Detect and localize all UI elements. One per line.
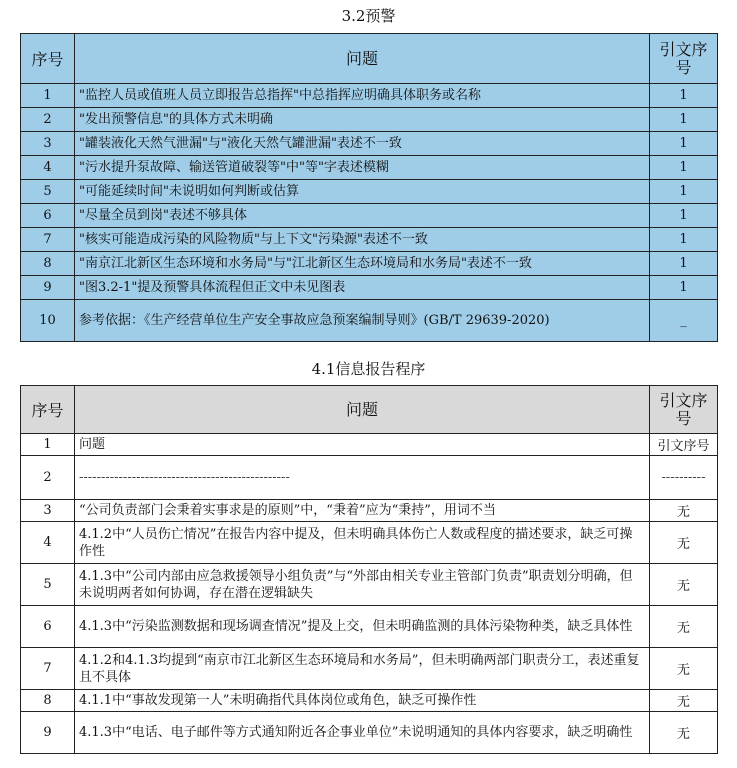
- row-no: 8: [21, 690, 75, 712]
- row-question: "南京江北新区生态环境和水务局"与"江北新区生态环境局和水务局"表述不一致: [75, 252, 650, 276]
- row-no: 4: [21, 156, 75, 180]
- table-row: [21, 276, 718, 300]
- row-question: "核实可能造成污染的风险物质"与上下文"污染源"表述不一致: [75, 228, 650, 252]
- row-question: ------------------------------------------------: [75, 456, 650, 500]
- row-ref: 引文序号: [650, 434, 718, 456]
- table-row: [21, 434, 718, 456]
- table-row: [21, 108, 718, 132]
- table-row: [21, 228, 718, 252]
- section-title-warning: 3.2预警: [341, 7, 396, 25]
- row-question: 4.1.3中“公司内部由应急救援领导小组负责”与“外部由相关专业主管部门负责”职责划分明确，但未说明两者如何协调，存在潜在逻辑缺失: [75, 564, 650, 606]
- row-no: 8: [21, 252, 75, 276]
- table-header-row: [21, 34, 718, 84]
- row-ref: _: [650, 300, 718, 342]
- row-question: "尽量全员到岗"表述不够具体: [75, 204, 650, 228]
- table-row: [21, 252, 718, 276]
- info-report-issues-table: [20, 385, 718, 754]
- row-no: 2: [21, 108, 75, 132]
- table-row: [21, 204, 718, 228]
- row-ref: 1: [650, 180, 718, 204]
- row-question: 4.1.2和4.1.3均提到“南京市江北新区生态环境局和水务局”，但未明确两部门职责分工，表述重复且不具体: [75, 648, 650, 690]
- warning-issues-table: [20, 33, 718, 342]
- row-ref: 1: [650, 204, 718, 228]
- row-ref: 1: [650, 252, 718, 276]
- row-ref: 1: [650, 84, 718, 108]
- row-no: 5: [21, 180, 75, 204]
- row-question: 问题: [75, 434, 650, 456]
- row-ref: 无: [650, 690, 718, 712]
- row-ref: 无: [650, 648, 718, 690]
- table-row: [21, 606, 718, 648]
- table-row: [21, 180, 718, 204]
- row-no: 5: [21, 564, 75, 606]
- row-question: 4.1.2中“人员伤亡情况”在报告内容中提及，但未明确具体伤亡人数或程度的描述要求，缺乏可操作性: [75, 522, 650, 564]
- table-row: [21, 132, 718, 156]
- row-question: 4.1.3中“污染监测数据和现场调查情况”提及上交，但未明确监测的具体污染物种类，缺乏具体性: [75, 606, 650, 648]
- row-question: "可能延续时间"未说明如何判断或估算: [75, 180, 650, 204]
- row-question: “公司负责部门会秉着实事求是的原则”中，“秉着”应为“秉持”，用词不当: [75, 500, 650, 522]
- header-no: 序号: [21, 34, 75, 84]
- row-no: 10: [21, 300, 75, 342]
- row-no: 9: [21, 276, 75, 300]
- row-ref: 无: [650, 500, 718, 522]
- row-ref: 1: [650, 156, 718, 180]
- row-question: 参考依据：《生产经营单位生产安全事故应急预案编制导则》(GB/T 29639-2020): [75, 300, 650, 342]
- row-no: 6: [21, 606, 75, 648]
- row-no: 2: [21, 456, 75, 500]
- header-ref: 引文序号: [650, 34, 718, 84]
- row-question: "罐装液化天然气泄漏"与"液化天然气罐泄漏"表述不一致: [75, 132, 650, 156]
- row-ref: 1: [650, 108, 718, 132]
- header-no: 序号: [21, 386, 75, 434]
- row-no: 3: [21, 132, 75, 156]
- row-ref: 1: [650, 132, 718, 156]
- header-ref: 引文序号: [650, 386, 718, 434]
- row-no: 7: [21, 228, 75, 252]
- row-ref: ----------: [650, 456, 718, 500]
- row-no: 4: [21, 522, 75, 564]
- row-question: 4.1.3中“电话、电子邮件等方式通知附近各企事业单位”未说明通知的具体内容要求，缺乏明确性: [75, 712, 650, 754]
- row-no: 1: [21, 84, 75, 108]
- table-row: [21, 84, 718, 108]
- row-no: 7: [21, 648, 75, 690]
- row-question: "图3.2-1"提及预警具体流程但正文中未见图表: [75, 276, 650, 300]
- row-no: 6: [21, 204, 75, 228]
- row-ref: 无: [650, 522, 718, 564]
- row-no: 3: [21, 500, 75, 522]
- row-question: 4.1.1中“事故发现第一人”未明确指代具体岗位或角色，缺乏可操作性: [75, 690, 650, 712]
- table-header-row: [21, 386, 718, 434]
- table-row: [21, 712, 718, 754]
- header-question: 问题: [75, 34, 650, 84]
- table-row: [21, 690, 718, 712]
- table-row: [21, 156, 718, 180]
- row-no: 1: [21, 434, 75, 456]
- table-row: [21, 456, 718, 500]
- row-ref: 1: [650, 228, 718, 252]
- row-ref: 无: [650, 564, 718, 606]
- table-row: [21, 300, 718, 342]
- row-ref: 无: [650, 712, 718, 754]
- row-question: "发出预警信息"的具体方式未明确: [75, 108, 650, 132]
- table-row: [21, 522, 718, 564]
- row-no: 9: [21, 712, 75, 754]
- row-question: "监控人员或值班人员立即报告总指挥"中总指挥应明确具体职务或名称: [75, 84, 650, 108]
- row-ref: 无: [650, 606, 718, 648]
- header-question: 问题: [75, 386, 650, 434]
- section-title-info-report: 4.1信息报告程序: [311, 360, 426, 378]
- row-question: "污水提升泵故障、输送管道破裂等"中"等"字表述模糊: [75, 156, 650, 180]
- table-row: [21, 500, 718, 522]
- row-ref: 1: [650, 276, 718, 300]
- table-row: [21, 564, 718, 606]
- table-row: [21, 648, 718, 690]
